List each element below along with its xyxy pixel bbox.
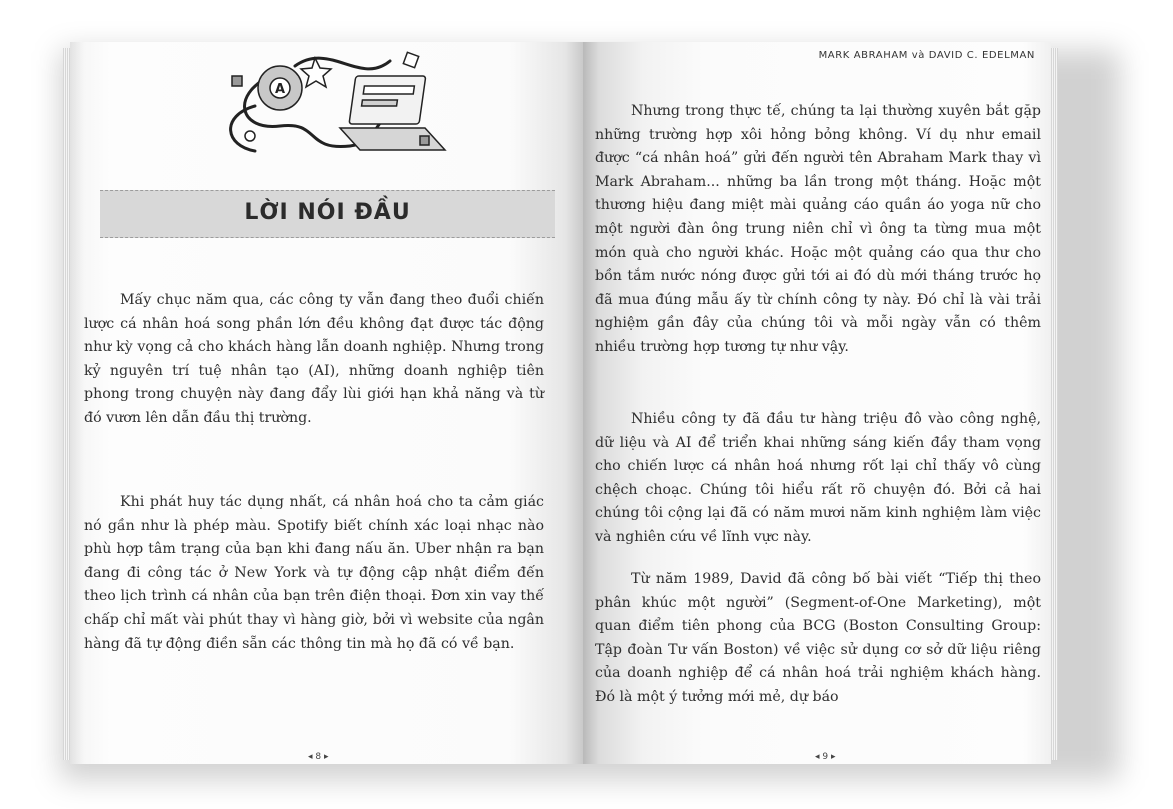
- chapter-title: LỜI NÓI ĐẦU: [244, 200, 411, 225]
- page-number-left: ◂ 8 ▸: [308, 752, 329, 762]
- running-header: MARK ABRAHAM và DAVID C. EDELMAN: [818, 50, 1035, 61]
- left-paragraph-1: Mấy chục năm qua, các công ty vẫn đang theo đuổi chiến lược cá nhân hoá song phần lớn đều không đạt được tác động như kỳ vọng cả cho khách hàng lẫn doanh nghiệp. Nhưng trong kỷ nguyên trí tuệ nhân tạo (AI), những doanh nghiệp tiên phong trong chuyện này đang đẩy lùi giới hạn khả năng và từ đó vươn lên dẫn đầu thị trường.: [84, 292, 544, 426]
- right-paragraph-3: Từ năm 1989, David đã công bố bài viết “Tiếp thị theo phân khúc một người” (Segment-of-One Marketing), một quan điểm tiên phong của BCG (Boston Consulting Group: Tập đoàn Tư vấn Boston) về việc sử dụng cơ sở dữ liệu riêng của doanh nghiệp để cá nhân hoá trải nghiệm khách hàng. Đó là một ý tưởng mới mẻ, dự báo: [595, 571, 1041, 705]
- right-page: [583, 42, 1051, 764]
- left-page: [70, 42, 583, 764]
- ai-badge-letter: A: [274, 82, 286, 97]
- right-page-edges: [1050, 48, 1058, 760]
- right-paragraph-1: Nhưng trong thực tế, chúng ta lại thường xuyên bắt gặp những trường hợp xôi hỏng bỏng không. Ví dụ như email được “cá nhân hoá” gửi đến người tên Abraham Mark thay vì Mark Abraham... những ba lần trong một tháng. Hoặc một thương hiệu đang miệt mài quảng cáo quần áo yoga nữ cho một người đàn ông trung niên chỉ vì ông ta từng mua một món quà cho người khác. Hoặc một quảng cáo qua thư cho bồn tắm nước nóng được gửi tới ai đó dù mới tháng trước họ đã mua đúng mẫu ấy từ chính công ty này. Đó chỉ là vài trải nghiệm gần đây của chúng tôi và mỗi ngày vẫn có thêm nhiều trường hợp tương tự như vậy.: [595, 103, 1041, 355]
- chapter-title-band: [100, 190, 555, 238]
- left-paragraph-2: Khi phát huy tác dụng nhất, cá nhân hoá cho ta cảm giác nó gần như là phép màu. Spotify biết chính xác loại nhạc nào phù hợp tâm trạng của bạn khi đang nấu ăn. Uber nhận ra bạn đang đi công tác ở New York và tự động cập nhật điểm đến theo lịch trình cá nhân của bạn trên điện thoại. Đơn xin vay thế chấp chỉ mất vài phút thay vì hàng giờ, bởi vì website của ngân hàng đã tự động điền sẵn các thông tin mà họ đã có về bạn.: [84, 494, 544, 652]
- ai-laptop-illustration: [210, 46, 450, 166]
- page-number-right: ◂ 9 ▸: [815, 752, 836, 762]
- right-paragraph-2: Nhiều công ty đã đầu tư hàng triệu đô vào công nghệ, dữ liệu và AI để triển khai những sáng kiến đầy tham vọng cho chiến lược cá nhân hoá nhưng rốt lại chỉ thấy vô cùng chệch choạc. Chúng tôi hiểu rất rõ chuyện đó. Bởi cả hai chúng tôi cộng lại đã có năm mươi năm kinh nghiệm làm việc và nghiên cứu về lĩnh vực này.: [595, 411, 1041, 545]
